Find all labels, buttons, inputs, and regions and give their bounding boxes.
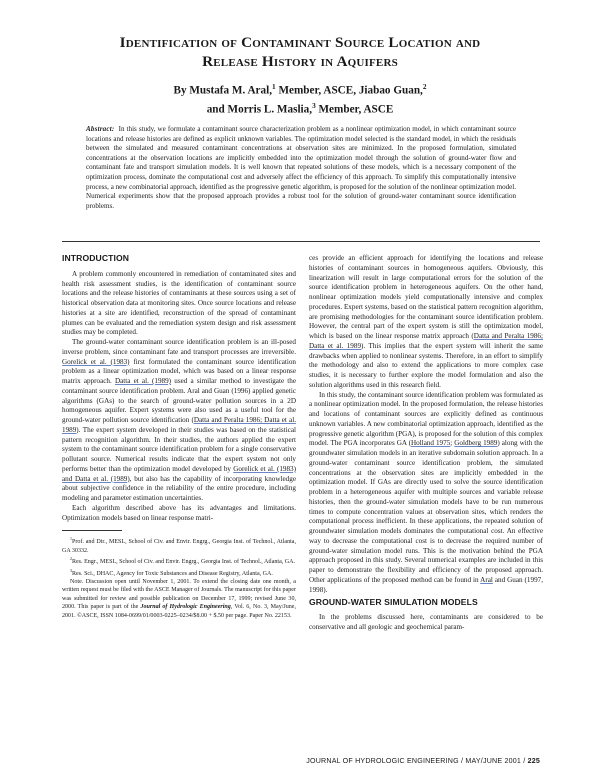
text-run: ces provide an efficient approach for identifying the locations and release histories of contaminant sources in homogeneous aquifers. Obviously, this linearization will result in large computational errors for the solution of the source identification problem in heterogeneous aquifers. On the other hand, nonlinear optimization models yield computationally intensive and complex procedures. Expert systems, based on the statistical pattern recognition algorithm, are promising methodologies for the contaminant source identification problem. However, the central part of the expert system is still the optimization model, which is based on the linear response matrix approach ( bbox=[309, 254, 543, 340]
author-1-mark: 1 bbox=[272, 83, 276, 91]
note-text-2: , Vol. 6, No. 3, May/June, 2001. ©ASCE, ISSN 1084-0699/01/0003-0225–0234/$8.00 + $.50 per page. Paper No. 22153. bbox=[62, 604, 297, 619]
footnote-1-text: Prof. and Dir., MESL, School of Civ. and Envir. Engrg., Georgia Inst. of Technol., Atlanta, GA 30332. bbox=[62, 539, 296, 554]
text-run: first formulated the contaminant source identification problem as a linear optimization model, which was based on a linear response matrix approach. bbox=[62, 357, 296, 385]
left-column bbox=[62, 254, 296, 620]
introduction-heading: INTRODUCTION bbox=[62, 253, 130, 263]
text-run: ). This implies that the expert system will inherit the same drawbacks when applied to nonlinear systems. Therefore, in an effort to simplify the methodology and also to extend the applications to more complex case studies, it is necessary to further explore the model formulation and also the solution algorithms used in this research field. bbox=[309, 341, 543, 389]
text-run: ). The expert system developed in their studies was based on the statistical pattern recognition algorithm. In their studies, the authors applied the expert system to the contaminant source identification problem for a single conservative pollutant source. Numerical results indicate that the expert system not only performs better than the optimization model developed by bbox=[62, 425, 296, 473]
intro-paragraph-3: Each algorithm described above has its advantages and limitations. Optimization models based on linear response matri- bbox=[62, 503, 296, 522]
intro-paragraph-2 bbox=[62, 338, 296, 504]
footnote-1-mark: 1 bbox=[70, 536, 72, 542]
note-text: Note. Discussion open until November 1, 2001. To extend the closing date one month, a written request must be filed with the ASCE Manager of Journals. The manuscript for this paper was submitted for review and possible publication on December 17, 1999; revised June 30, 2000. This paper is part of the bbox=[62, 578, 296, 611]
citation-link-gorelick[interactable]: Gorelick et al. (1983) bbox=[62, 357, 130, 366]
author-line-1 bbox=[60, 80, 540, 99]
citation-link-aral[interactable]: Aral bbox=[480, 575, 493, 584]
right-column bbox=[309, 254, 543, 633]
footnote-2-text: Res. Engr., MESL, School of Civ. and Envir. Engrg., Georgia Inst. of Technol., Atlanta, GA. bbox=[71, 559, 296, 566]
citation-link-datta-peralta[interactable]: Datta and Peralta 1986; Datta et al. 1989 bbox=[62, 416, 296, 434]
title-line-1: Identification of Contaminant Source Location and bbox=[119, 34, 481, 51]
paper-title bbox=[60, 33, 540, 71]
footer-journal: JOURNAL OF HYDROLOGIC ENGINEERING / MAY/JUNE 2001 / bbox=[306, 757, 528, 765]
footnote-3 bbox=[62, 567, 296, 578]
footnote-1 bbox=[62, 535, 296, 555]
text-run: ) along with the groundwater simulation models in an iterative subdomain solution approach. In a ground-water contaminant source identification problem, the simulated concentrations at the observation sites are implicitly embedded in the optimization model. If GAs are directly used to solve the source identification problem in a heterogeneous aquifer with multiple sources and variable release histories, then the ground-water simulation models have to be run numerous times to compute concentration values at observation sites, which renders the computational process inefficient. In these applications, the repeated solution of groundwater simulation models dominates the computational cost. An effective way to decrease the computational cost is to decrease the required number of ground-water simulation model runs. This is the motivation behind the PGA approach proposed in this study. Several numerical examples are included in this paper to demonstrate the flexibility and efficiency of the proposed approach. Other applications of the proposed method can be found in bbox=[309, 439, 543, 584]
text-run: and Guan (1997, 1998). bbox=[309, 575, 543, 594]
right-paragraph-1 bbox=[309, 254, 543, 391]
author-3: and Morris L. Maslia, bbox=[206, 103, 313, 116]
abstract-divider bbox=[62, 241, 540, 242]
text-run: In this study, the contaminant source identification problem was formulated as a nonlinear optimization model. In the proposed formulation, the release histories and locations of contaminant sources are explicitly defined as continuous unknown variables. A new combinatorial optimization approach, identified as the progressive genetic algorithm (PGA), is proposed for the solution of this complex model. The PGA incorporates GA ( bbox=[309, 390, 543, 448]
citation-link-datta-peralta-2[interactable]: Datta and Peralta 1986; Datta et al. 1989 bbox=[309, 332, 543, 350]
author-1: By Mustafa M. Aral, bbox=[173, 84, 272, 97]
abstract-label: Abstract: bbox=[86, 125, 115, 133]
citation-link-gorelick-datta[interactable]: Gorelick et al. (1983) and Datta et al. (1989) bbox=[62, 464, 297, 483]
title-line-2: Release History in Aquifers bbox=[202, 53, 398, 70]
text-run: , but also has the capability of incorporating knowledge about subjective confidence in the reliability of the entire procedure, including modeling and parameter estimation uncertainties. bbox=[62, 474, 296, 502]
abstract bbox=[86, 125, 516, 211]
footnotes bbox=[62, 535, 296, 620]
text-run: The ground-water contaminant source identification problem is an ill-posed inverse problem, since contaminant fate and transport processes are irreversible. bbox=[62, 338, 296, 356]
right-paragraph-3: In the problems discussed here, contaminants are considered to be conservative and all geologic and geochemical param- bbox=[309, 613, 543, 631]
journal-name: Journal of Hydrologic Engineering bbox=[140, 604, 231, 611]
author-3-mark: 3 bbox=[312, 101, 316, 110]
footnote-2 bbox=[62, 555, 296, 566]
author-3-role: Member, ASCE bbox=[315, 103, 394, 116]
citation-link-holland[interactable]: Holland 1975 bbox=[411, 439, 451, 448]
text-run: ; bbox=[450, 439, 455, 448]
citation-link-goldberg[interactable]: Goldberg 1989 bbox=[454, 439, 498, 448]
page-footer bbox=[300, 757, 540, 765]
author-line-2 bbox=[60, 99, 540, 118]
footnote-divider bbox=[62, 530, 122, 531]
author-list bbox=[60, 80, 540, 117]
author-1-role: Member, ASCE, Jiabao Guan, bbox=[275, 84, 423, 97]
author-2-mark: 2 bbox=[422, 83, 427, 91]
abstract-text: In this study, we formulate a contaminant source characterization problem as a nonlinear optimization model, in which contaminant source locations and release histories are defined as explicit unknown variables. The optimization model selected is the standard model, in which the residuals between the simulated and measured contaminant concentrations at observation sites are minimized. In the proposed formulation, simulated concentrations at the observation locations are implicitly embedded into the optimization model through the solution of ground-water flow and contaminant fate and transport simulation models. It is well known that repeated solutions of these models, which is a necessary component of the optimization process, dominate the computational cost and adversely affect the efficiency of this approach. To simplify this computationally intensive process, a new combinatorial approach, identified as the progressive genetic algorithm, is proposed for the solution of the nonlinear optimization model. Numerical experiments show that the proposed approach provides a robust tool for the solution of ground-water contaminant source identification problems. bbox=[86, 125, 516, 210]
right-paragraph-2 bbox=[309, 391, 543, 596]
citation-link-datta[interactable]: Datta et al. (1989) bbox=[114, 377, 172, 385]
page-number: 225 bbox=[527, 757, 540, 765]
footnote-3-mark: 3 bbox=[70, 567, 72, 573]
section-heading-groundwater: GROUND-WATER SIMULATION MODELS bbox=[309, 597, 478, 608]
footnote-3-text: Res. Sci., DHAC, Agency for Toxic Substances and Disease Registry, Atlanta, GA. bbox=[71, 570, 273, 577]
text-run: used a similar method to investigate the contaminant source identification problem. Aral and Guan (1996) applied genetic algorithms (GAs) to the search of ground-water pollution sources in a 2D homogeneous aquifer. Expert systems were also used as a useful tool for the ground-water pollution source identification ( bbox=[62, 377, 297, 424]
intro-paragraph-1: A problem commonly encountered in remediation of contaminated sites and health risk assessment studies, is the identification of contaminant source locations and the release histories of contaminants at these sources using a set of historical observation data at monitoring sites. Once source locations and release histories at a site are identified, reconstruction of the spread of contaminant plumes can be evaluated and the remediation system design and risk assessment studies may be completed. bbox=[62, 269, 296, 337]
publication-note bbox=[62, 578, 296, 620]
footnote-2-mark: 2 bbox=[70, 556, 72, 562]
